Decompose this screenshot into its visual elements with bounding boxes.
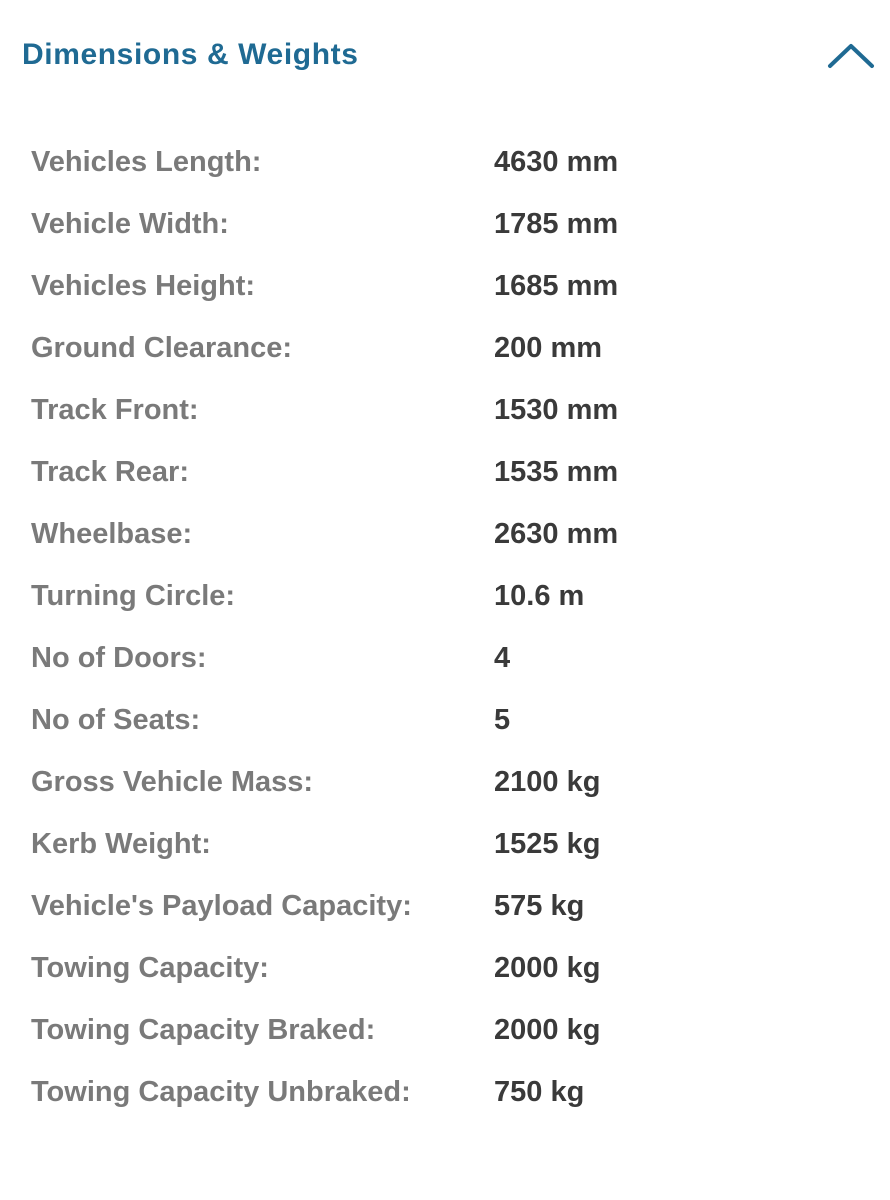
spec-label: Vehicles Height: — [31, 270, 256, 302]
spec-label: Kerb Weight: — [31, 828, 211, 860]
spec-label: No of Doors: — [31, 642, 207, 674]
spec-row — [0, 132, 890, 194]
spec-label: Towing Capacity Unbraked: — [31, 1076, 411, 1108]
spec-label: No of Seats: — [31, 704, 201, 736]
spec-row — [0, 566, 890, 628]
spec-row — [0, 194, 890, 256]
spec-label: Track Front: — [31, 394, 199, 426]
spec-row — [0, 1000, 890, 1062]
spec-list — [0, 132, 890, 1124]
spec-value: 2630 mm — [494, 518, 619, 550]
spec-label: Vehicle's Payload Capacity: — [31, 890, 412, 922]
spec-label: Track Rear: — [31, 456, 189, 488]
spec-value: 200 mm — [494, 332, 603, 364]
spec-value: 1525 kg — [494, 828, 601, 860]
spec-value: 575 kg — [494, 890, 585, 922]
spec-row — [0, 318, 890, 380]
spec-value: 4 — [494, 642, 511, 674]
section-header-dimensions-weights[interactable] — [0, 0, 890, 110]
spec-label: Wheelbase: — [31, 518, 193, 550]
section-title: Dimensions & Weights — [22, 38, 359, 71]
spec-value: 1685 mm — [494, 270, 619, 302]
spec-row — [0, 256, 890, 318]
spec-label: Towing Capacity Braked: — [31, 1014, 376, 1046]
spec-row — [0, 1062, 890, 1124]
spec-row — [0, 442, 890, 504]
spec-value: 5 — [494, 704, 511, 736]
spec-label: Vehicle Width: — [31, 208, 229, 240]
spec-row — [0, 876, 890, 938]
spec-value: 4630 mm — [494, 146, 619, 178]
spec-row — [0, 504, 890, 566]
spec-row — [0, 628, 890, 690]
spec-label: Gross Vehicle Mass: — [31, 766, 314, 798]
spec-value: 2100 kg — [494, 766, 601, 798]
spec-label: Vehicles Length: — [31, 146, 262, 178]
spec-label: Towing Capacity: — [31, 952, 269, 984]
spec-row — [0, 380, 890, 442]
spec-value: 10.6 m — [494, 580, 585, 612]
spec-row — [0, 814, 890, 876]
spec-value: 1530 mm — [494, 394, 619, 426]
spec-row — [0, 938, 890, 1000]
spec-label: Ground Clearance: — [31, 332, 293, 364]
spec-row — [0, 690, 890, 752]
spec-value: 750 kg — [494, 1076, 585, 1108]
spec-value: 1785 mm — [494, 208, 619, 240]
spec-label: Turning Circle: — [31, 580, 236, 612]
chevron-up-icon[interactable] — [826, 40, 876, 70]
spec-value: 2000 kg — [494, 952, 601, 984]
spec-row — [0, 752, 890, 814]
spec-value: 2000 kg — [494, 1014, 601, 1046]
spec-value: 1535 mm — [494, 456, 619, 488]
